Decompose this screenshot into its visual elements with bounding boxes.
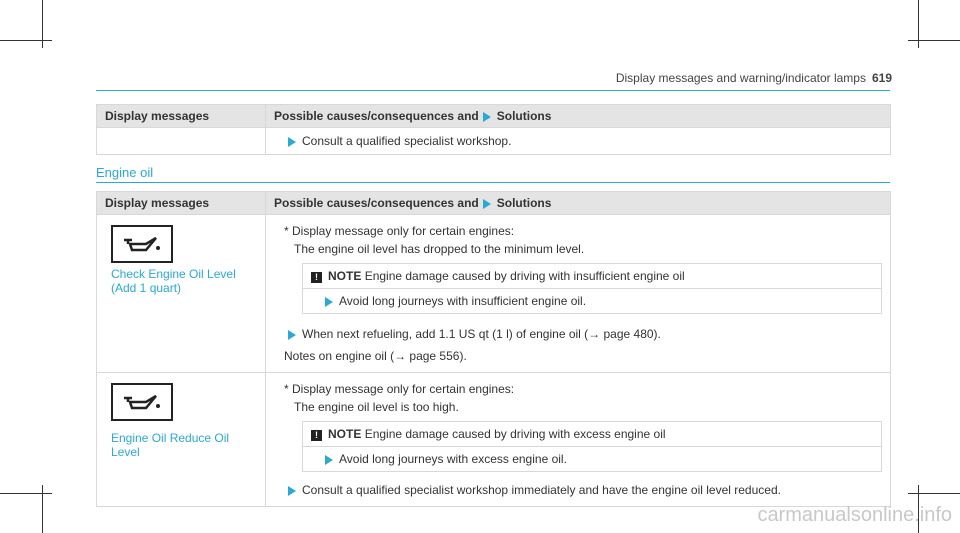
section-rule xyxy=(96,182,890,183)
table-row: Check Engine Oil Level (Add 1 quart) * Display message only for certain engines: The engine oil level has dropped to the minimum level. ! NOTE Engine damage caused by driving with insufficient engine oil Avoid long journeys with insufficient engine oil. When next refueling, add 1.1 US qt (1 l) of engine oil (→ page 480). Notes on engine oil (→ page 556). xyxy=(97,215,891,373)
arrow-icon xyxy=(325,297,333,307)
col-display-messages: Display messages xyxy=(97,192,266,215)
arrow-icon xyxy=(483,112,491,122)
table-row: Consult a qualified specialist workshop. xyxy=(97,128,891,155)
msg-check-engine-oil: Check Engine Oil Level (Add 1 quart) xyxy=(111,267,236,295)
oil-can-icon xyxy=(111,383,173,421)
crop-mark xyxy=(908,493,960,494)
crop-mark xyxy=(0,40,52,41)
arrow-icon xyxy=(288,486,296,496)
page-number: 619 xyxy=(871,71,892,85)
msg-reduce-oil-level: Engine Oil Reduce Oil Level xyxy=(111,431,230,459)
col-display-messages: Display messages xyxy=(97,105,266,128)
header-rule xyxy=(96,90,890,91)
col-causes: Possible causes/consequences and Solutions xyxy=(266,192,891,215)
arrow-icon xyxy=(288,330,296,340)
note-box: ! NOTE Engine damage caused by driving with insufficient engine oil Avoid long journeys with insufficient engine oil. xyxy=(302,263,882,314)
table-engine-oil xyxy=(96,191,891,507)
watermark: carmanualsonline.info xyxy=(757,504,952,526)
table-row: Engine Oil Reduce Oil Level * Display message only for certain engines: The engine oil level is too high. ! NOTE Engine damage caused by driving with excess engine oil Avoid long journeys with excess engine oil. Consult a qualified specialist workshop immediately and have the engine oil level reduced. xyxy=(97,373,891,507)
section-title: Engine oil xyxy=(96,165,154,180)
crop-mark xyxy=(0,493,52,494)
warning-icon: ! xyxy=(311,430,322,441)
page-header xyxy=(616,71,892,85)
arrow-icon xyxy=(325,455,333,465)
note-box: ! NOTE Engine damage caused by driving with excess engine oil Avoid long journeys with excess engine oil. xyxy=(302,421,882,472)
crop-mark xyxy=(908,40,960,41)
warning-icon: ! xyxy=(311,272,322,283)
arrow-icon xyxy=(288,137,296,147)
table-continued xyxy=(96,104,891,155)
col-causes: Possible causes/consequences and Solutions xyxy=(266,105,891,128)
header-text: Display messages and warning/indicator lamps xyxy=(615,71,866,85)
arrow-icon xyxy=(483,199,491,209)
oil-can-icon xyxy=(111,225,173,263)
